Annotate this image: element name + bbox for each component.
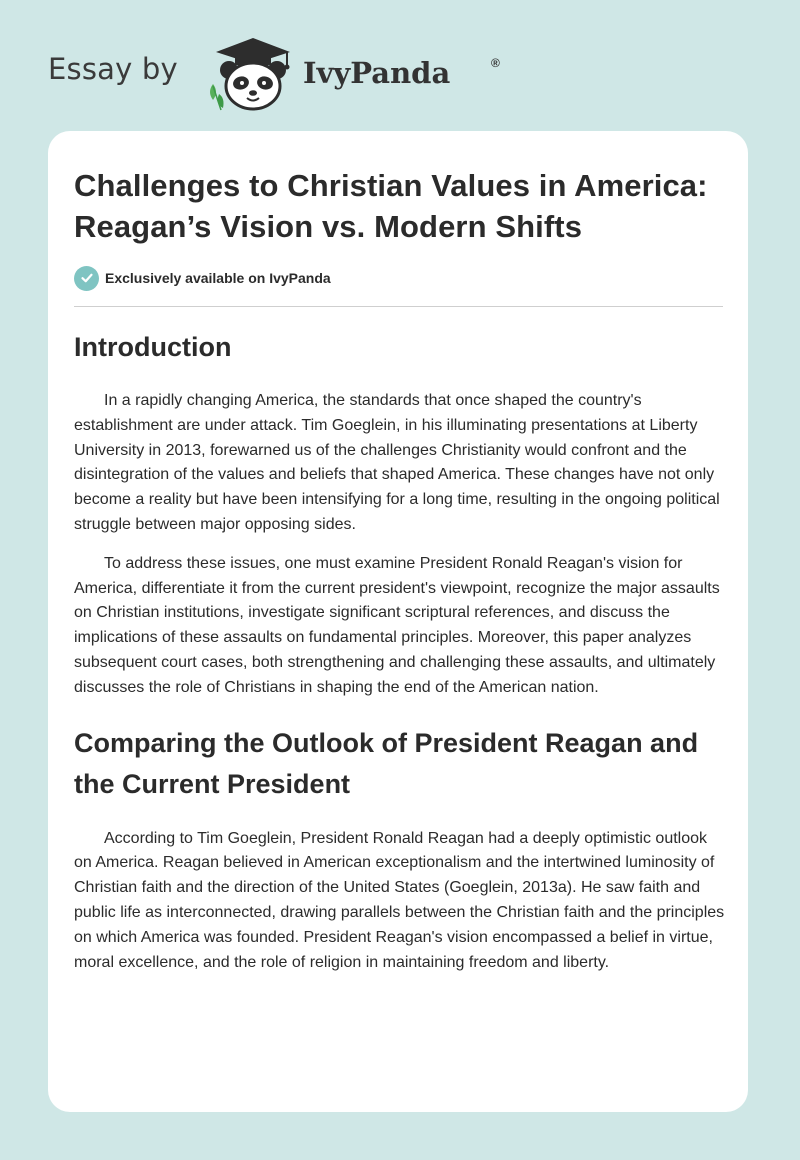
paragraph: To address these issues, one must examine President Ronald Reagan's vision for America, differentiate it from the current president's viewpoint, recognize the major assaults on Christian institutions, investigate significant scriptural references, and discuss the implications of these assaults on fundamental principles. Moreover, this paper analyzes subsequent court cases, both strengthening and challenging these assaults, and ultimately discusses the role of Christians in shaping the end of the American nation. (74, 554, 720, 696)
check-icon (74, 266, 99, 291)
divider (74, 306, 723, 307)
section-heading-comparing: Comparing the Outlook of President Reagan and the Current President (74, 727, 699, 799)
exclusive-badge (74, 265, 722, 291)
registered-mark: ® (491, 56, 500, 70)
exclusive-badge-label: Exclusively available on IvyPanda (105, 270, 331, 286)
panda-logo-icon[interactable] (203, 34, 298, 112)
essay-title: Challenges to Christian Values in America: Reagan’s Vision vs. Modern Shifts (74, 168, 708, 244)
paragraph: According to Tim Goeglein, President Ronald Reagan had a deeply optimistic outlook on America. Reagan believed in American exceptionalism and the intertwined luminosity of Christian faith and the direction of the United States (Goeglein, 2013a). He saw faith and public life as interconnected, drawing parallels between the Christian faith and the principles on which America was founded. President Reagan's vision encompassed a belief in virtue, moral excellence, and the role of religion in maintaining freedom and liberty. (74, 829, 725, 971)
essay-card (48, 131, 748, 1112)
paragraph: In a rapidly changing America, the standards that once shaped the country's establishment are under attack. Tim Goeglein, in his illuminating presentations at Liberty University in 2013, forewarned us of the challenges Christianity would confront and the disintegration of the values and beliefs that shaped America. These changes have not only become a reality but have been intensifying for a long time, resulting in the ongoing political struggle between major opposing sides. (74, 392, 720, 533)
essay-by-label: Essay by (48, 52, 178, 86)
brand-name[interactable]: IvyPanda (303, 56, 451, 90)
section-heading-introduction: Introduction (74, 332, 232, 362)
brand-header (48, 34, 508, 114)
